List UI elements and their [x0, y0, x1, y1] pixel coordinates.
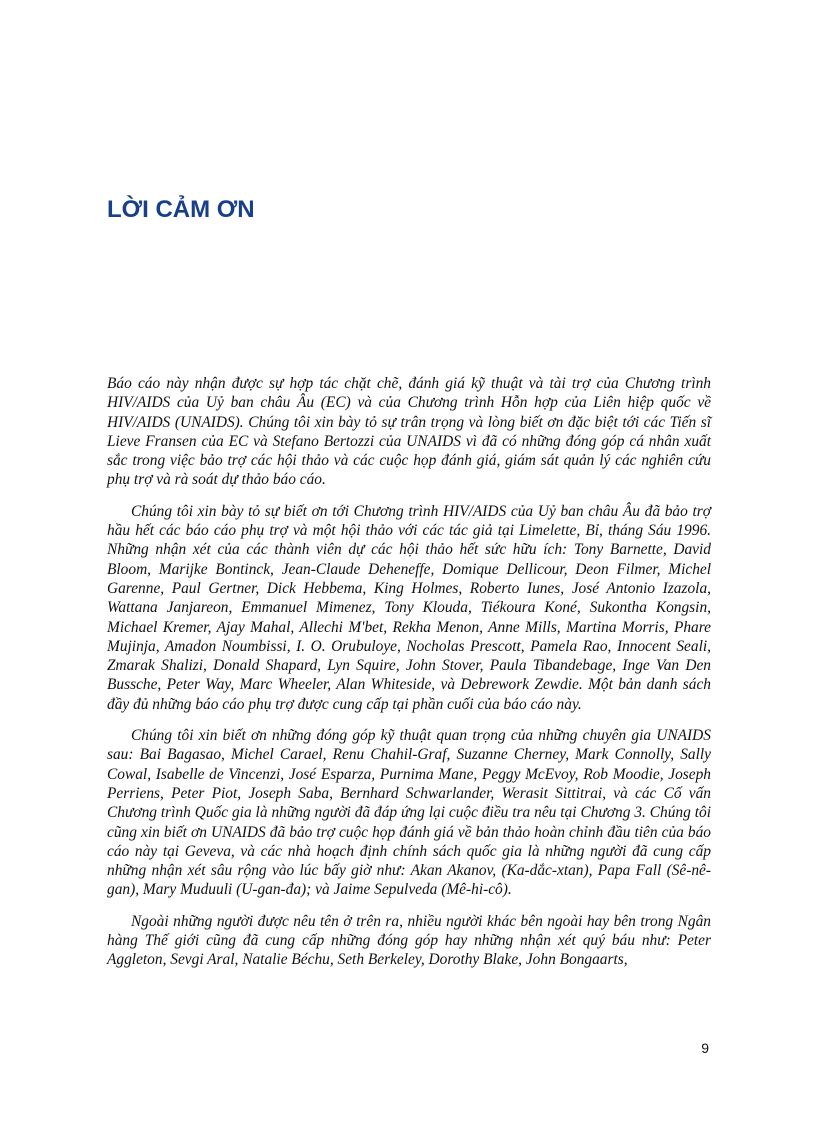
paragraph-3: Chúng tôi xin biết ơn những đóng góp kỹ thuật quan trọng của những chuyên gia UNAIDS sau: Bai Bagasao, Michel Carael, Renu Chahil-Graf, Suzanne Cherney, Mark Connolly, Sally Cowal, Isabelle de Vincenzi, José Esparza, Purnima Mane, Peggy McEvoy, Rob Moodie, Joseph Perriens, Peter Piot, Joseph Saba, Bernhard Schwarlander, Werasit Sittitrai, và các Cố vấn Chương trình Quốc gia là những người đã đáp ứng lại cuộc điều tra nêu tại Chương 3. Chúng tôi cũng xin biết ơn UNAIDS đã bảo trợ cuộc họp đánh giá về bản thảo hoàn chỉnh đầu tiên của báo cáo này tại Geveva, và các nhà hoạch định chính sách quốc gia là những người đã cung cấp những nhận xét sâu rộng vào lúc bấy giờ như: Akan Akanov, (Ka-dắc-xtan), Papa Fall (Sê-nê-gan), Mary Muduuli (U-gan-đa); và Jaime Sepulveda (Mê-hi-cô).: [107, 727, 711, 899]
page-number: 9: [701, 1040, 709, 1056]
paragraph-2: Chúng tôi xin bày tỏ sự biết ơn tới Chương trình HIV/AIDS của Uỷ ban châu Âu đã bảo trợ hầu hết các báo cáo phụ trợ và một hội thảo với các tác giả tại Limelette, Bỉ, tháng Sáu 1996. Những nhận xét của các thành viên dự các hội thảo hết sức hữu ích: Tony Barnette, David Bloom, Marijke Bontinck, Jean-Claude Deheneffe, Domique Dellicour, Deon Filmer, Michel Garenne, Paul Gertner, Dick Hebbema, King Holmes, Roberto Iunes, José Antonio Izazola, Wattana Janjareon, Emmanuel Mimenez, Tony Klouda, Tiékoura Koné, Sukontha Kongsin, Michael Kremer, Ajay Mahal, Allechi M'bet, Rekha Menon, Anne Mills, Martina Morris, Phare Mujinja, Amadon Noumbissi, I. O. Orubuloye, Nocholas Prescott, Pamela Rao, Innocent Seali, Zmarak Shalizi, Donald Shapard, Lyn Squire, John Stover, Paula Tibandebage, Inge Van Den Bussche, Peter Way, Marc Wheeler, Alan Whiteside, và Debrework Zewdie. Một bản danh sách đầy đủ những báo cáo phụ trợ được cung cấp tại phần cuối của báo cáo này.: [107, 502, 711, 713]
paragraph-1: Báo cáo này nhận được sự hợp tác chặt chẽ, đánh giá kỹ thuật và tài trợ của Chương trình HIV/AIDS của Uỷ ban châu Âu (EC) và của Chương trình Hỗn hợp của Liên hiệp quốc về HIV/AIDS (UNAIDS). Chúng tôi xin bày tỏ sự trân trọng và lòng biết ơn đặc biệt tới các Tiến sĩ Lieve Fransen của EC và Stefano Bertozzi của UNAIDS vì đã có những đóng góp cá nhân xuất sắc trong việc bảo trợ các hội thảo và các cuộc họp đánh giá, giám sát quản lý các nghiên cứu phụ trợ và rà soát dự thảo báo cáo.: [107, 375, 711, 489]
paragraph-4: Ngoài những người được nêu tên ở trên ra, nhiều người khác bên ngoài hay bên trong Ngân hàng Thế giới cũng đã cung cấp những đóng góp hay những nhận xét quý báu như: Peter Aggleton, Sevgi Aral, Natalie Béchu, Seth Berkeley, Dorothy Blake, John Bongaarts,: [107, 912, 711, 969]
body-text: [107, 374, 711, 982]
page-title: LỜI CẢM ƠN: [107, 196, 255, 223]
